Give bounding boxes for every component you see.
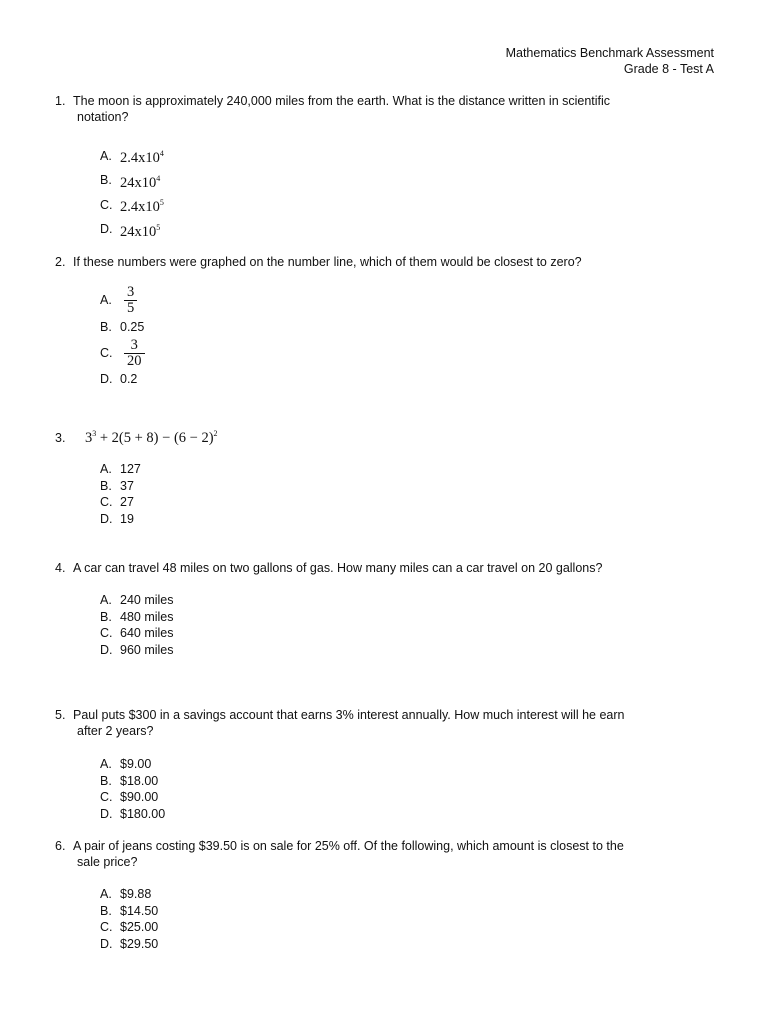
question-text: A pair of jeans costing $39.50 is on sale for 25% off. Of the following, which amount is closest to the xyxy=(73,839,624,853)
option-label: D. xyxy=(100,222,113,236)
option-label: B. xyxy=(100,773,112,788)
question-1 xyxy=(55,93,715,125)
option-label: C. xyxy=(100,790,113,804)
option-value: 37 xyxy=(120,478,134,493)
answer-option[interactable] xyxy=(100,756,165,773)
option-label: C. xyxy=(100,197,113,212)
answer-option[interactable] xyxy=(100,169,164,194)
question-5-options xyxy=(100,756,165,822)
option-value: $9.88 xyxy=(120,887,152,901)
option-label: A. xyxy=(100,293,112,308)
option-value: $18.00 xyxy=(120,773,159,788)
answer-option[interactable] xyxy=(100,609,174,626)
question-text: A car can travel 48 miles on two gallons of gas. How many miles can a car travel on 20 gallons? xyxy=(73,561,603,575)
question-number: 4. xyxy=(55,561,66,575)
assessment-title: Mathematics Benchmark Assessment xyxy=(505,46,714,60)
question-1-options xyxy=(100,144,164,242)
question-6 xyxy=(55,838,715,870)
option-label: B. xyxy=(100,609,112,624)
option-label: A. xyxy=(100,887,112,901)
option-label: C. xyxy=(100,345,113,360)
option-label: A. xyxy=(100,462,112,476)
option-label: D. xyxy=(100,806,113,821)
question-number: 1. xyxy=(55,94,66,108)
option-value: $9.00 xyxy=(120,757,152,771)
option-value: $24x10^4$ xyxy=(120,173,161,191)
answer-option[interactable] xyxy=(100,478,141,495)
answer-option[interactable] xyxy=(100,461,141,478)
fraction: $\frac{3}{5}$ xyxy=(124,285,137,316)
answer-option[interactable] xyxy=(100,773,165,790)
option-value: 0.2 xyxy=(120,371,138,386)
question-3-options xyxy=(100,461,141,527)
answer-option[interactable] xyxy=(100,285,145,316)
question-2-options xyxy=(100,285,145,387)
option-value: $2.4x10^5$ xyxy=(120,198,164,215)
answer-option[interactable] xyxy=(100,625,174,642)
answer-option[interactable] xyxy=(100,511,141,528)
option-label: C. xyxy=(100,626,113,640)
answer-option[interactable] xyxy=(100,592,174,609)
question-3 xyxy=(55,426,715,446)
option-label: C. xyxy=(100,920,113,934)
option-value: 127 xyxy=(120,462,141,476)
option-label: B. xyxy=(100,173,112,187)
answer-option[interactable] xyxy=(100,193,164,218)
option-value: 27 xyxy=(120,495,134,509)
option-label: A. xyxy=(100,148,112,163)
option-value: $24x10^5$ xyxy=(120,222,161,240)
option-value: $14.50 xyxy=(120,903,159,918)
question-text-continued: notation? xyxy=(77,110,129,124)
option-label: B. xyxy=(100,478,112,493)
question-number: 3. xyxy=(55,431,66,445)
option-value: 240 miles xyxy=(120,593,174,607)
option-value: $29.50 xyxy=(120,936,159,951)
question-text: Paul puts $300 in a savings account that earns 3% interest annually. How much interest will he earn xyxy=(73,708,625,722)
option-value: 0.25 xyxy=(120,320,145,334)
document-header xyxy=(506,45,714,77)
option-label: D. xyxy=(100,936,113,951)
question-number: 5. xyxy=(55,708,66,722)
answer-option[interactable] xyxy=(100,338,145,369)
option-value: $90.00 xyxy=(120,790,159,804)
answer-option[interactable] xyxy=(100,494,141,511)
option-value: 480 miles xyxy=(120,609,174,624)
option-value: 640 miles xyxy=(120,626,174,640)
answer-option[interactable] xyxy=(100,319,145,336)
question-number: 6. xyxy=(55,839,66,853)
grade-test-label: Grade 8 - Test A xyxy=(623,62,714,76)
answer-option[interactable] xyxy=(100,371,145,388)
answer-option[interactable] xyxy=(100,936,158,953)
answer-option[interactable] xyxy=(100,642,174,659)
answer-option[interactable] xyxy=(100,886,158,903)
math-expression: $3^3 + 2(5 + 8) - (6 - 2)^2$ xyxy=(85,429,218,446)
answer-option[interactable] xyxy=(100,218,164,243)
option-value: $25.00 xyxy=(120,920,159,934)
question-text-continued: after 2 years? xyxy=(77,724,154,738)
question-text: The moon is approximately 240,000 miles from the earth. What is the distance written in scientific xyxy=(73,94,611,108)
option-label: B. xyxy=(100,903,112,918)
option-value: $180.00 xyxy=(120,806,166,821)
option-label: D. xyxy=(100,642,113,657)
question-5 xyxy=(55,707,715,739)
answer-option[interactable] xyxy=(100,806,165,823)
question-2 xyxy=(55,254,715,270)
option-label: D. xyxy=(100,371,113,386)
option-label: B. xyxy=(100,320,112,334)
option-label: A. xyxy=(100,593,112,607)
question-6-options xyxy=(100,886,158,952)
answer-option[interactable] xyxy=(100,789,165,806)
option-label: A. xyxy=(100,757,112,771)
option-value: 19 xyxy=(120,511,134,526)
option-label: D. xyxy=(100,511,113,526)
answer-option[interactable] xyxy=(100,144,164,169)
question-text: If these numbers were graphed on the number line, which of them would be closest to zero? xyxy=(73,255,582,269)
answer-option[interactable] xyxy=(100,919,158,936)
question-number: 2. xyxy=(55,255,66,269)
question-text-continued: sale price? xyxy=(77,855,138,869)
question-4-options xyxy=(100,592,174,658)
question-4 xyxy=(55,560,715,576)
option-value: $2.4x10^4$ xyxy=(120,149,164,166)
option-label: C. xyxy=(100,495,113,509)
answer-option[interactable] xyxy=(100,903,158,920)
option-value: 960 miles xyxy=(120,642,174,657)
fraction: $\frac{3}{20}$ xyxy=(124,338,145,369)
